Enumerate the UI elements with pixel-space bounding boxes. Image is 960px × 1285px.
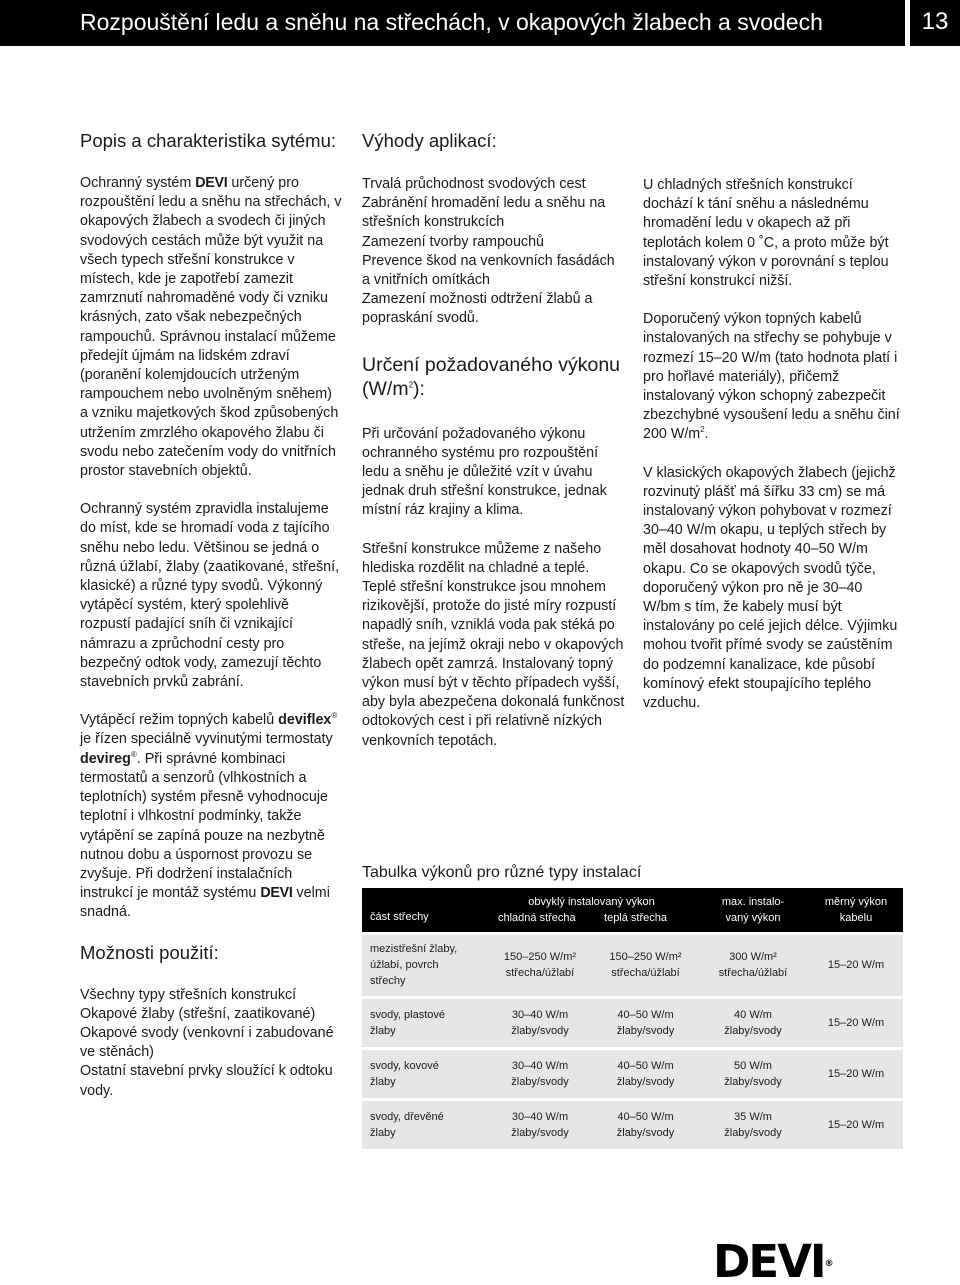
list-item: Okapové žlaby (střešní, zaatikované) <box>80 1005 316 1022</box>
header-max-line: vaný výkon <box>725 912 781 924</box>
text-run: Určení požadovaného výkonu (W/m <box>362 353 621 400</box>
cell-part <box>362 1049 486 1098</box>
paragraph-installation: Ochranný systém zpravidla instalujeme do míst, kde se hromadí voda z tajícího sněhu nebo ledu. Většinou se jedná o různá úžlabí, žlaby (zaatikované, střešní, klasické) a různé typy svodů. Výkonný vytápěcí systém, který spolehlivě rozpustí padající sníh či vznikající námrazu a zprůchodní cesty pro bezpečný odtok vody, zamezují těchto stavebních prvků zabrání. <box>80 501 340 691</box>
header-warm-roof: teplá střecha <box>604 912 667 924</box>
text-run: . <box>704 426 709 443</box>
column-middle <box>362 130 626 770</box>
page-title: Rozpouštění ledu a sněhu na střechách, v okapových žlabech a svodech <box>80 9 823 35</box>
header-normal-power <box>486 888 697 932</box>
header-normal-sub <box>490 910 693 926</box>
brand-devi: DEVI <box>260 885 293 902</box>
list-item: Okapové svody (venkovní i zabudované ve stěnách) <box>80 1024 334 1061</box>
cell-line: žlaby/svody <box>616 1024 675 1037</box>
cell-line: 150–250 W/m² <box>503 951 577 963</box>
cell-line: 40–50 W/m <box>617 1110 674 1123</box>
cell-line: 30–40 W/m <box>511 1110 569 1123</box>
cell-warm-roof <box>594 998 697 1047</box>
header-cold-roof: chladná střecha <box>498 912 576 924</box>
cell-line: žlaby <box>370 1075 396 1088</box>
devi-logo <box>713 1235 834 1285</box>
paragraph-roof-types: Střešní konstrukce můžeme z našeho hlediska rozdělit na chladné a teplé. Teplé střešní konstrukce jsou mnohem rizikovější, protože do jisté míry rozpustí napadlý sníh, vzniklá voda pak stéká po střeše, na jejímž okraji nebo v okapových žlabech opět zamrzá. Instalovaný topný výkon musí být v těchto případech vyšší, aby byla abezpečena dokonalá funkčnost odtokových cest i při relativně nízkých venkovních tepotách. <box>362 540 625 749</box>
power-table <box>362 888 903 1152</box>
logo-text: DEVI <box>713 1235 825 1285</box>
table-row <box>362 934 903 996</box>
cell-line: 35 W/m <box>734 1110 772 1123</box>
text-run: Vytápěcí režim topných kabelů <box>80 712 279 729</box>
table-row <box>362 998 903 1047</box>
list-item: Prevence škod na venkovních fasádách a vnitřních omítkách <box>362 252 615 289</box>
brand-devi: DEVI <box>195 175 228 191</box>
paragraph-cold-roofs: U chladných střešních konstrukcí dochází k tání sněhu a následnému hromadění ledu v okapech až při teplotách kolem 0 ˚C, a proto může být instalovaný výkon v porovnání s teplou střešní konstrukcí nižší. <box>643 177 889 290</box>
paragraph-recommended-power <box>643 310 903 444</box>
cell-max-power <box>697 998 809 1047</box>
header-normal-label: obvyklý instalovaný výkon <box>528 896 655 908</box>
cell-line: svody, dřevěné <box>370 1110 444 1123</box>
cell-specific-power: 15–20 W/m <box>809 998 903 1047</box>
cell-line: střechy <box>370 975 406 987</box>
cell-line: žlaby/svody <box>511 1075 569 1088</box>
cell-line: žlaby/svody <box>616 1126 675 1139</box>
header-max-power <box>697 888 809 932</box>
cell-line: žlaby/svody <box>724 1075 782 1088</box>
cell-line: 30–40 W/m <box>511 1008 569 1021</box>
cell-line: žlaby/svody <box>511 1126 569 1139</box>
table-row <box>362 1100 903 1149</box>
cell-line: 30–40 W/m <box>511 1059 569 1072</box>
cell-line: 50 W/m <box>734 1059 772 1072</box>
cell-cold-roof <box>486 1100 594 1149</box>
text-run: určený pro rozpouštění ledu a sněhu na střechách, v okapových žlabech a svodech či jiných svodových cestách může být využit na všech typech střešní konstrukce v místech, kde je zapotřebí zamezit zamrznutí nahromaděné vody či vzniku krásných, zato však nebezpečných rampouchů. Správnou instalací můžeme předejít újmám na lidském zdraví (poranění kolemjdoucích utrženým rampouchem nebo uvolněným sněhem) a vzniku majetkových škod způsobených utržením zmrzlého okapového žlabu či svodu nebo zatečením vody do vnitřních prostor stavebních objektů. <box>80 175 342 480</box>
cell-line: 40–50 W/m <box>617 1059 674 1072</box>
brand-devireg: devireg <box>80 750 131 767</box>
cell-line: 40 W/m <box>734 1008 772 1021</box>
spacer-cell <box>362 1149 903 1151</box>
text-run: Doporučený výkon topných kabelů instalovaných na střechy se pohybuje v rozmezí 15–20 W/m (tato hodnota platí i pro hořlavé materiály), přičemž instalovaný výkon schopný zabezpečit zbezchybné vysoušení ledu a sněhu činí 200 W/m <box>643 311 900 443</box>
text-run: . Při správné kombinaci termostatů a senzorů (vlhkostních a teplotních) systém přesně vyhodnocuje teplotní i vlhkostní podmínky, takže vytápění se zapíná pouze na nezbytně nutnou dobu a úspornost provozu se zvyšuje. Při dodržení instalačních instrukcí je montáž systému <box>80 750 328 902</box>
cell-max-power <box>697 1049 809 1098</box>
benefits-list <box>362 175 626 329</box>
text-run: Ochranný systém <box>80 175 196 191</box>
superscript: 2 <box>408 380 414 390</box>
list-item: Ostatní stavební prvky sloužící k odtoku vody. <box>80 1063 333 1099</box>
cell-line: žlaby <box>370 1024 396 1037</box>
cell-max-power <box>697 934 809 996</box>
cell-warm-roof <box>594 934 697 996</box>
registered-mark: ® <box>331 711 338 721</box>
cell-part <box>362 934 486 996</box>
table-header-row <box>362 888 903 932</box>
cell-max-power <box>697 1100 809 1149</box>
header-bar <box>0 0 905 46</box>
cell-cold-roof <box>486 934 594 996</box>
cell-line: úžlabí, povrch <box>370 959 439 971</box>
cell-cold-roof <box>486 1049 594 1098</box>
cell-line: žlaby/svody <box>511 1024 569 1037</box>
cell-line: střecha/úžlabí <box>718 967 788 979</box>
section-heading-required-power <box>362 353 626 401</box>
header-max-line: max. instalo- <box>721 896 785 908</box>
header-spec-line: kabelu <box>839 912 873 924</box>
table-title: Tabulka výkonů pro různé typy instalací <box>362 864 642 881</box>
paragraph-control <box>80 711 342 922</box>
list-item: Všechny typy střešních konstrukcí <box>80 986 297 1003</box>
text-run: je řízen speciálně vyvinutými termostaty <box>80 731 333 748</box>
page-number-box <box>910 0 960 46</box>
cell-specific-power: 15–20 W/m <box>809 934 903 996</box>
text-run: velmi snadná. <box>80 885 330 921</box>
cell-specific-power: 15–20 W/m <box>809 1049 903 1098</box>
cell-line: střecha/úžlabí <box>611 967 680 979</box>
cell-line: žlaby/svody <box>724 1126 782 1139</box>
uses-list <box>80 986 342 1101</box>
cell-warm-roof <box>594 1100 697 1149</box>
cell-line: mezistřešní žlaby, <box>370 943 458 955</box>
column-right <box>643 176 903 732</box>
section-heading-benefits: Výhody aplikací: <box>362 130 497 151</box>
text-run: ): <box>413 377 425 400</box>
header-spec-line: měrný výkon <box>824 896 888 908</box>
brand-deviflex: deviflex <box>278 712 332 729</box>
cell-specific-power: 15–20 W/m <box>809 1100 903 1149</box>
table-row <box>362 1049 903 1098</box>
list-item: Zamezení tvorby rampouchů <box>362 233 544 250</box>
cell-warm-roof <box>594 1049 697 1098</box>
section-heading-description: Popis a charakteristika sytému: <box>80 130 337 151</box>
registered-mark: ® <box>130 749 137 759</box>
cell-line: 300 W/m² <box>729 951 777 963</box>
list-item: Trvalá průchodnost svodových cest <box>362 176 586 192</box>
cell-part <box>362 998 486 1047</box>
list-item: Zabránění hromadění ledu a sněhu na střešních konstrukcích <box>362 195 606 231</box>
column-left <box>80 130 342 1101</box>
cell-line: svody, plastové <box>370 1008 446 1021</box>
registered-mark: ® <box>824 1259 834 1269</box>
page-number: 13 <box>921 8 949 35</box>
cell-line: žlaby/svody <box>616 1075 675 1088</box>
paragraph-required-power: Při určování požadovaného výkonu ochranného systému pro rozpouštění ledu a sněhu je důležité vzít v úvahu jednak druh střešní konstrukce, jednak místní ráz krajiny a klima. <box>362 425 607 519</box>
cell-part <box>362 1100 486 1149</box>
superscript: 2 <box>700 425 705 435</box>
cell-line: střecha/úžlabí <box>505 967 575 979</box>
list-item: Zamezení možnosti odtržení žlabů a popraskání svodů. <box>362 291 593 327</box>
cell-line: svody, kovové <box>370 1059 439 1072</box>
cell-cold-roof <box>486 998 594 1047</box>
cell-line: 150–250 W/m² <box>609 951 682 963</box>
header-part: část střechy <box>362 888 486 932</box>
table-spacer <box>362 1149 903 1151</box>
cell-line: 40–50 W/m <box>617 1008 674 1021</box>
cell-line: žlaby/svody <box>724 1024 782 1037</box>
cell-line: žlaby <box>370 1126 396 1139</box>
header-specific-power <box>809 888 903 932</box>
paragraph-gutters: V klasických okapových žlabech (jejichž rozvinutý plášť má šířku 33 cm) se má instalovaný výkon pohybovat v rozmezí 30–40 W/m okapu, u teplých střech by měl dosahovat hodnoty 40–50 W/m okapu. Co se okapových svodů týče, doporučený výkon pro ně je 30–40 W/bm s tím, že kabely musí být instalovány po celé jejich délce. Výjimku mohou tvořit přímé svody se zaústěním do podzemní kanalizace, kde působí komínový efekt stoupajícího teplého vzduchu. <box>643 464 898 712</box>
paragraph-description <box>80 174 342 481</box>
section-heading-uses: Možnosti použití: <box>80 941 219 963</box>
